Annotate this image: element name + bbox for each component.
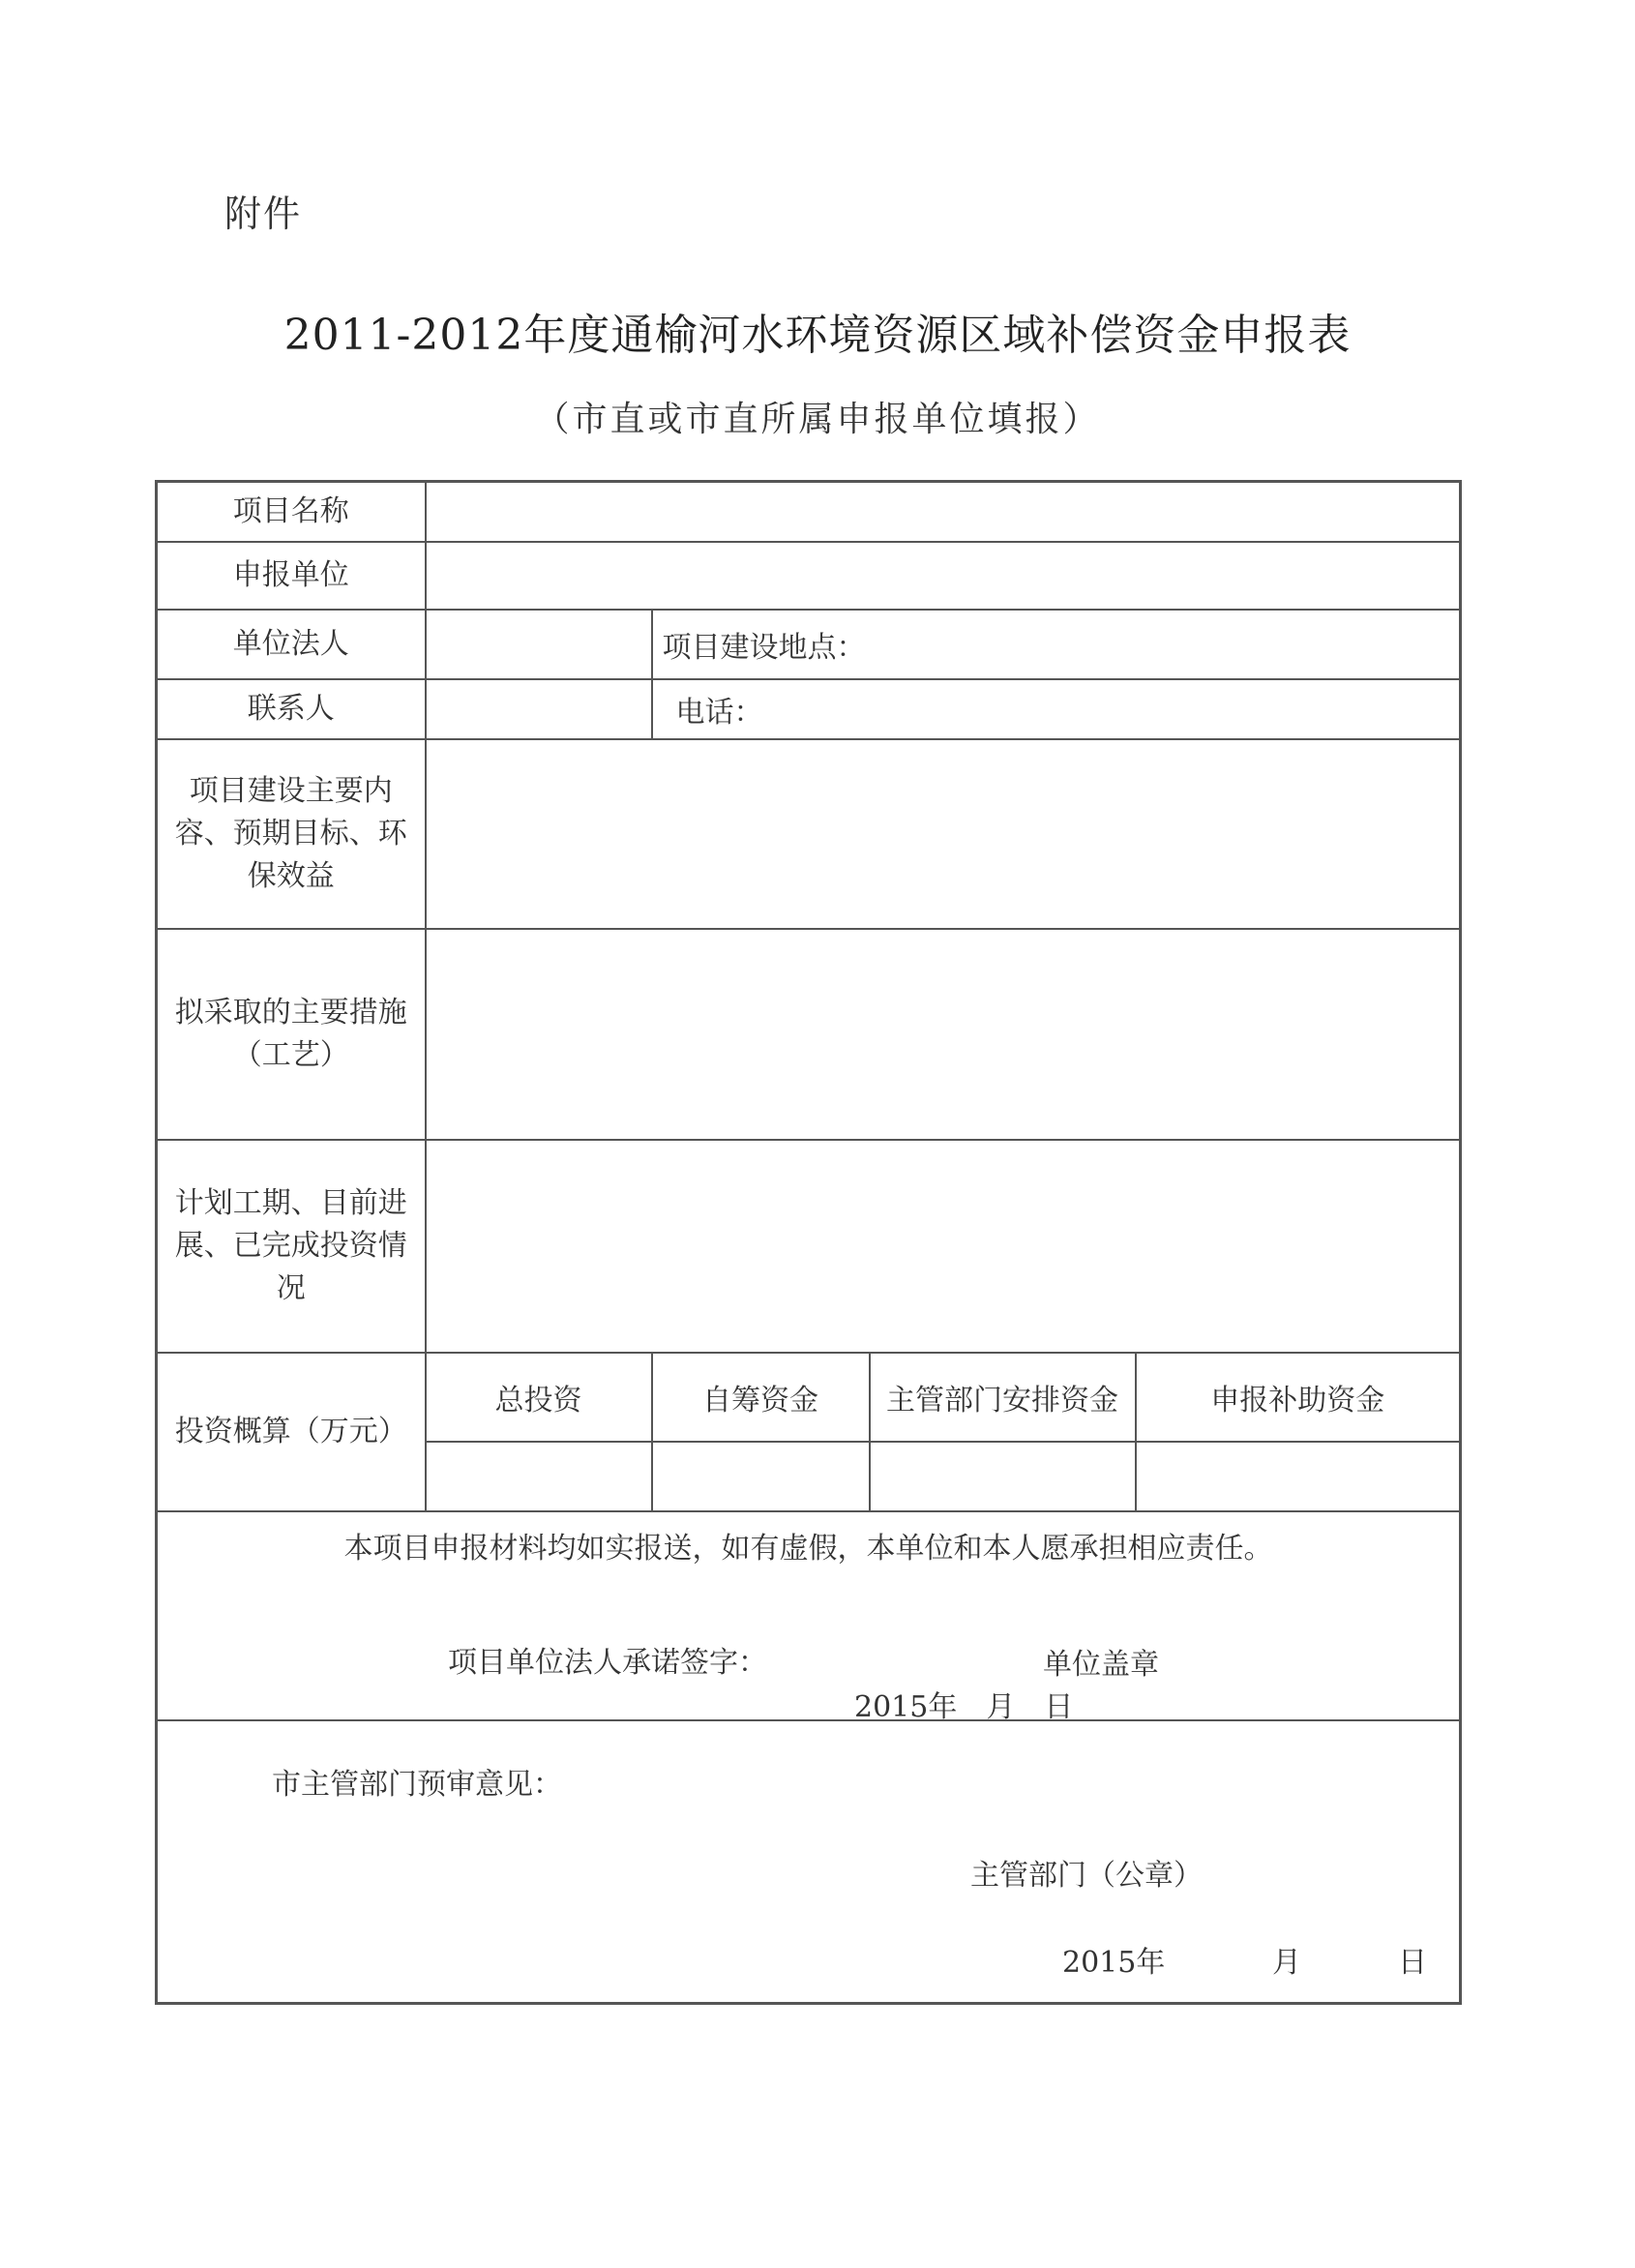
opinion-day: 日 [1398, 1945, 1427, 1980]
schedule-label: 计划工期、目前进展、已完成投资情况 [157, 1140, 426, 1353]
application-form [155, 480, 1462, 2005]
applicant-field[interactable] [426, 542, 1461, 610]
budget-self-field[interactable] [652, 1442, 870, 1511]
content-label: 项目建设主要内容、预期目标、环保效益 [157, 739, 426, 929]
unit-seal-label: 单位盖章 [1043, 1647, 1159, 1682]
opinion-year: 2015年 [1062, 1945, 1166, 1980]
opinion-month: 月 [1272, 1945, 1301, 1980]
measures-field[interactable] [426, 929, 1461, 1140]
budget-dept-field[interactable] [870, 1442, 1136, 1511]
pre-review-opinion-label: 市主管部门预审意见： [272, 1767, 562, 1802]
applicant-label: 申报单位 [157, 542, 426, 610]
project-site-field[interactable]: 项目建设地点： [652, 610, 1461, 679]
budget-col-subsidy: 申报补助资金 [1136, 1353, 1461, 1442]
contact-field[interactable] [426, 679, 652, 739]
phone-field[interactable]: 电话： [652, 679, 1461, 739]
budget-col-total: 总投资 [426, 1353, 652, 1442]
signature-label: 项目单位法人承诺签字： [448, 1645, 767, 1680]
legal-person-field[interactable] [426, 610, 652, 679]
budget-label: 投资概算（万元） [157, 1353, 426, 1511]
form-title: 2011-2012年度通榆河水环境资源区域补偿资金申报表 [283, 311, 1352, 360]
legal-person-label: 单位法人 [157, 610, 426, 679]
opinion-section [157, 1720, 1461, 2004]
budget-subsidy-field[interactable] [1136, 1442, 1461, 1511]
contact-label: 联系人 [157, 679, 426, 739]
budget-col-dept: 主管部门安排资金 [870, 1353, 1136, 1442]
budget-total-field[interactable] [426, 1442, 652, 1511]
measures-label: 拟采取的主要措施（工艺） [157, 929, 426, 1140]
declaration-section [157, 1511, 1461, 1724]
budget-col-self: 自筹资金 [652, 1353, 870, 1442]
project-name-label: 项目名称 [157, 482, 426, 542]
project-name-field[interactable] [426, 482, 1461, 542]
content-field[interactable] [426, 739, 1461, 929]
declaration-statement: 本项目申报材料均如实报送，如有虚假，本单位和本人愿承担相应责任。 [343, 1531, 1273, 1566]
attachment-label: 附件 [224, 193, 303, 235]
dept-seal-label: 主管部门（公章） [970, 1858, 1203, 1893]
schedule-field[interactable] [426, 1140, 1461, 1353]
declaration-date: 2015年 月 日 [854, 1689, 1074, 1724]
form-subtitle: （市直或市直所属申报单位填报） [534, 400, 1101, 439]
